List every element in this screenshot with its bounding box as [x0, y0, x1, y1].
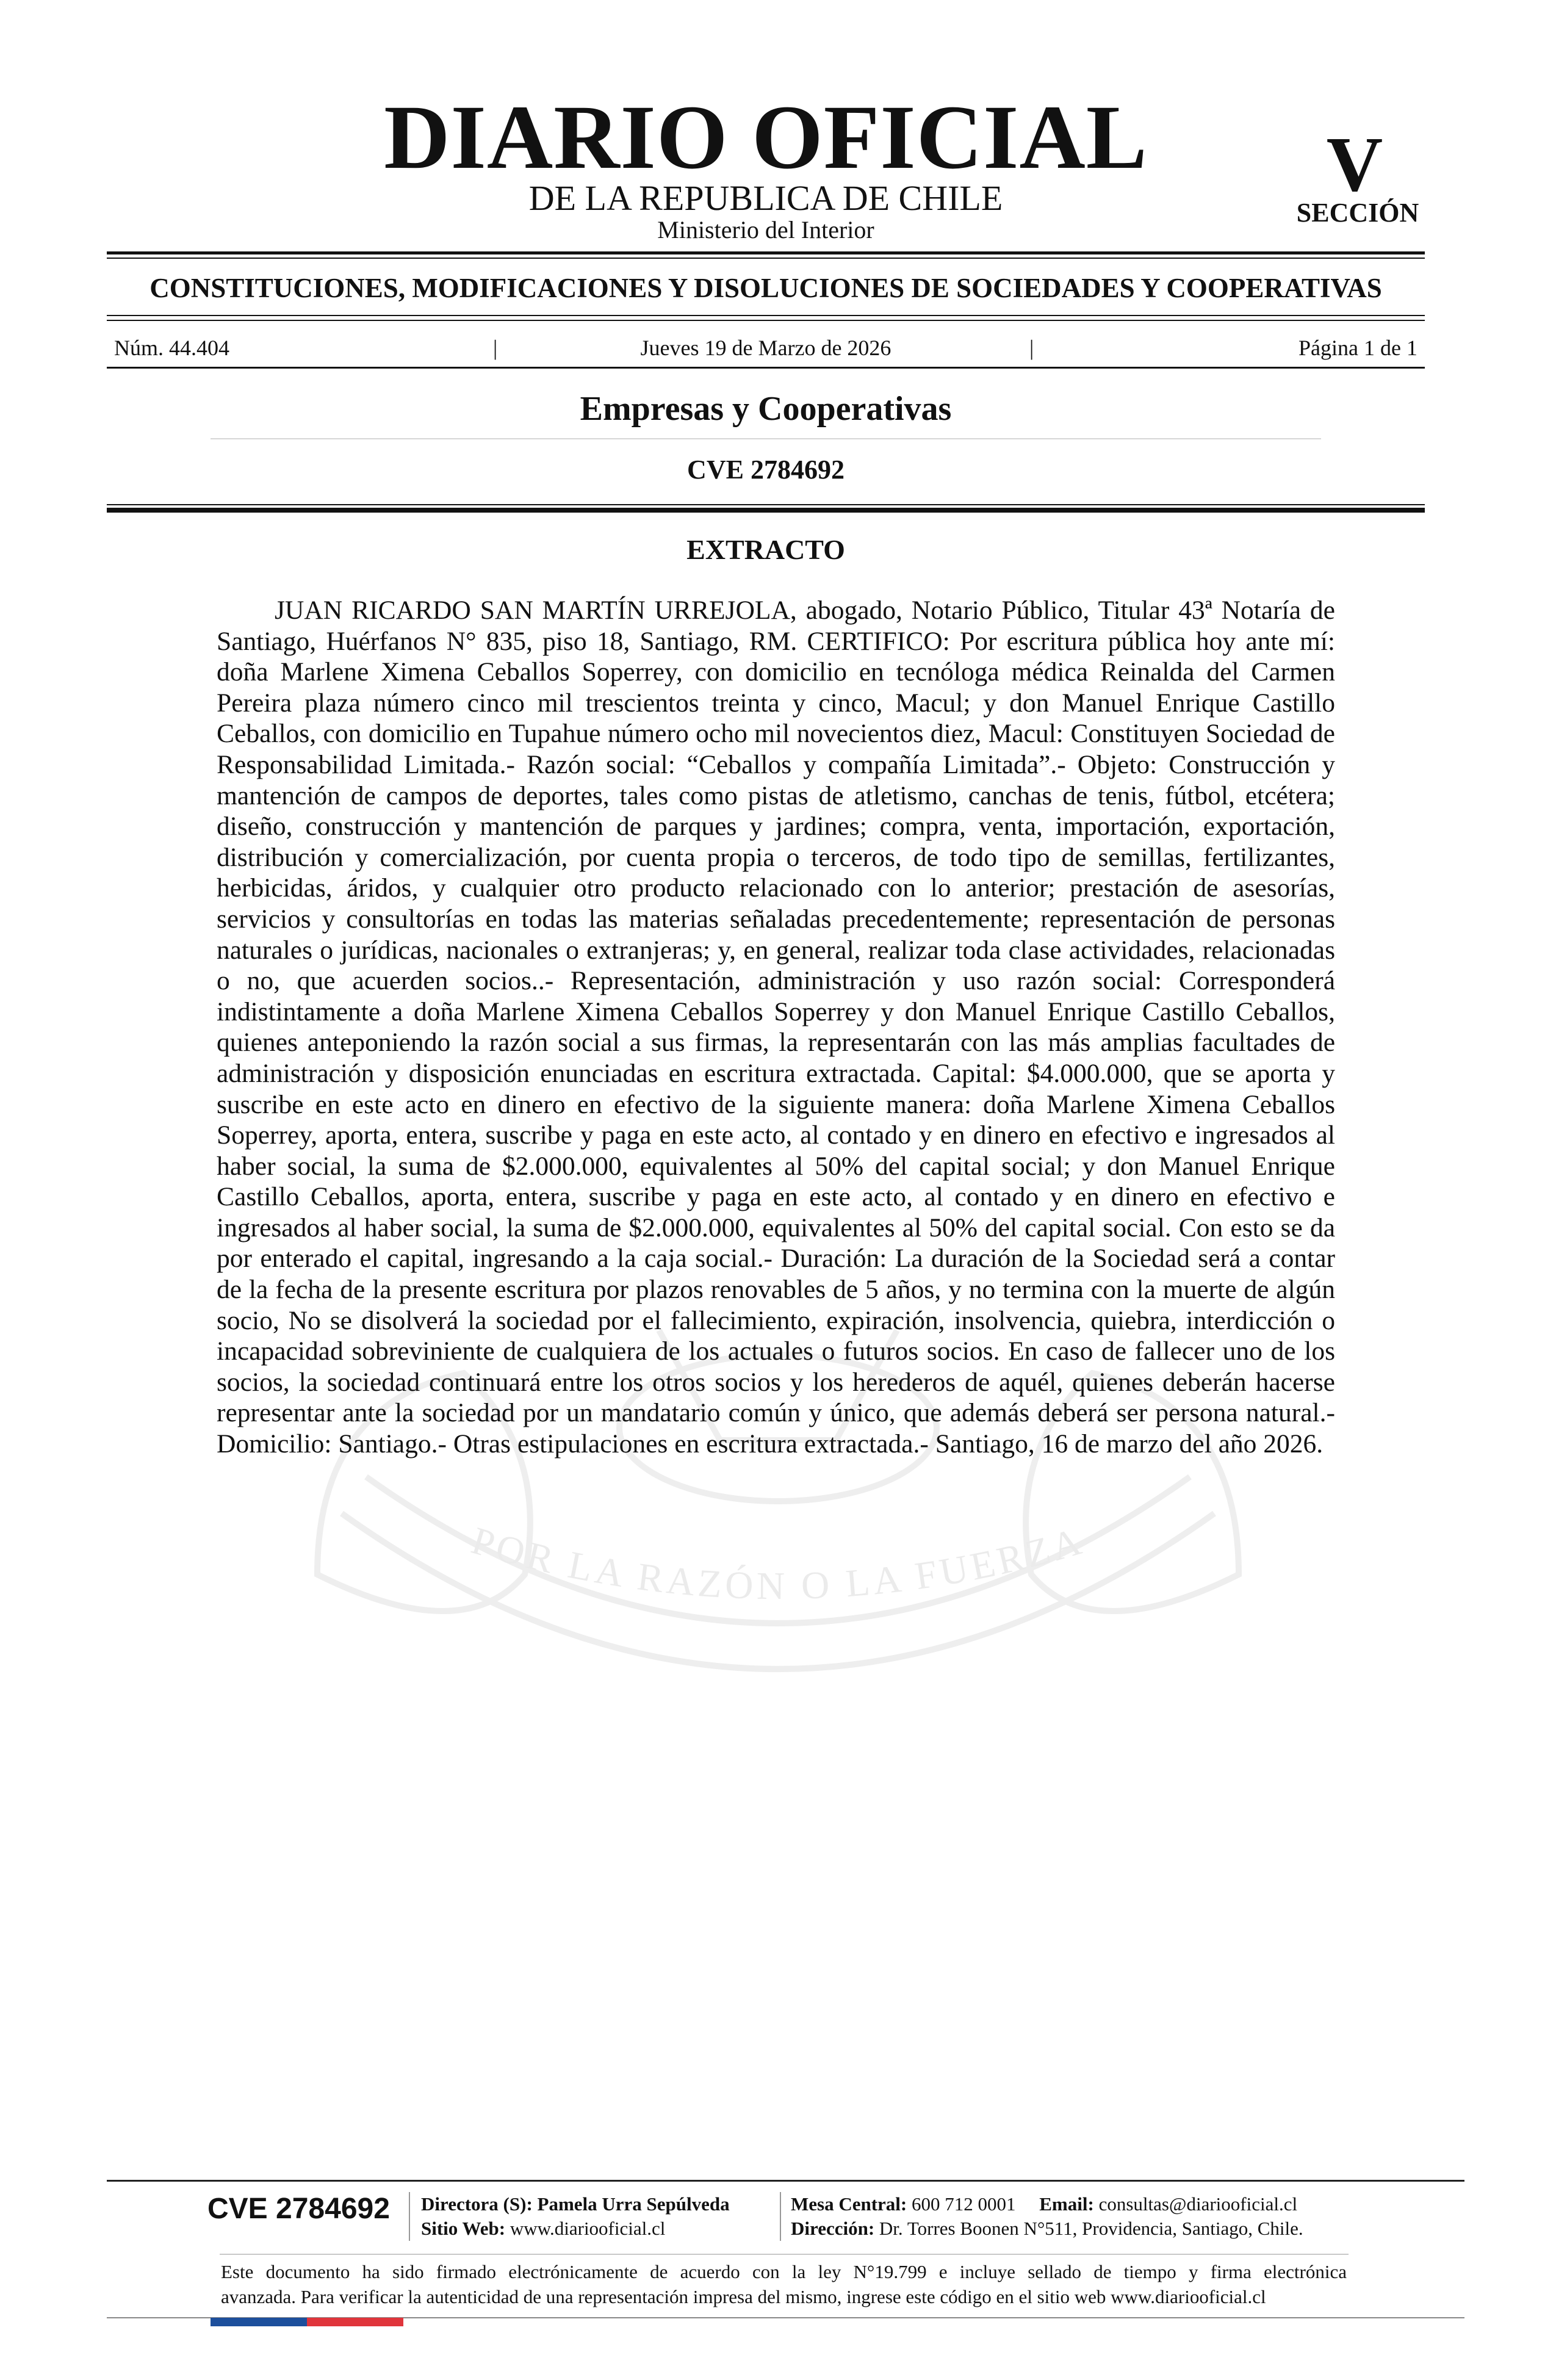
- masthead: [0, 0, 1556, 244]
- watermark-motto: POR LA RAZÓN O LA FUERZA: [467, 1518, 1089, 1608]
- address-value: Dr. Torres Boonen N°511, Providencia, Santiago, Chile.: [879, 2218, 1303, 2239]
- cve-code: CVE 2784692: [687, 455, 845, 485]
- newspaper-subtitle: DE LA REPUBLICA DE CHILE: [528, 178, 1003, 218]
- ministry-label: Ministerio del Interior: [657, 216, 874, 243]
- footer-divider: [780, 2192, 781, 2241]
- issue-number: Núm. 44.404: [114, 336, 229, 360]
- cve-rule-thin: [107, 504, 1425, 505]
- issue-separator: |: [1029, 336, 1034, 360]
- masthead-rule: [107, 251, 1425, 254]
- issue-separator: |: [493, 336, 498, 360]
- issue-date: Jueves 19 de Marzo de 2026: [640, 336, 891, 360]
- footer-director-block: [421, 2192, 730, 2241]
- website-link[interactable]: www.diariooficial.cl: [510, 2218, 666, 2239]
- cve-rule-thick: [107, 508, 1425, 513]
- mesa-central-value: 600 712 0001: [912, 2193, 1016, 2215]
- footer-rule: [107, 2180, 1464, 2182]
- address-label: Dirección:: [791, 2218, 875, 2239]
- section-word: SECCIÓN: [1296, 198, 1419, 228]
- page-indicator: Página 1 de 1: [1298, 336, 1417, 360]
- document-title: EXTRACTO: [686, 534, 845, 565]
- masthead-rule-thin: [107, 258, 1425, 259]
- footer-divider: [409, 2192, 410, 2241]
- mesa-central-label: Mesa Central:: [791, 2193, 907, 2215]
- email-link[interactable]: consultas@diariooficial.cl: [1098, 2193, 1298, 2215]
- category-title: CONSTITUCIONES, MODIFICACIONES Y DISOLUCIONES DE SOCIEDADES Y COOPERATIVAS: [149, 273, 1382, 303]
- footer-thin-rule: [220, 2254, 1349, 2255]
- category-rule-bottom: [107, 320, 1425, 321]
- flag-stripe-red: [307, 2318, 403, 2326]
- section-letter: V: [1326, 121, 1383, 207]
- footer-contact-block: [791, 2192, 1303, 2241]
- legal-notice-line: Este documento ha sido firmado electrónicamente de acuerdo con la ley N°19.799 e incluye sellado de tiempo y firma electrónica: [221, 2261, 1347, 2282]
- newspaper-title: DIARIO OFICIAL: [384, 87, 1148, 188]
- section-heading: Empresas y Cooperativas: [580, 390, 952, 428]
- issue-rule: [107, 367, 1425, 369]
- category-rule-top: [107, 315, 1425, 316]
- email-label: Email:: [1039, 2193, 1094, 2215]
- issue-bar: [107, 333, 1425, 363]
- section-divider: [211, 438, 1321, 439]
- document-body: JUAN RICARDO SAN MARTÍN URREJOLA, abogado, Notario Público, Titular 43ª Notaría de Santiago, Huérfanos N° 835, piso 18, Santiago, RM. CERTIFICO: Por escritura pública hoy ante mí: doña Marlene Ximena Ceballos Soperrey, con domicilio en tecnóloga médica Reinalda del Carmen Pereira plaza número cinco mil trescientos treinta y cinco, Macul; y don Manuel Enrique Castillo Ceballos, con domicilio en Tupahue número ocho mil novecientos diez, Macul: Constituyen Sociedad de Responsabilidad Limitada.- Razón social: “Ceballos y compañía Limitada”.- Objeto: Construcción y mantención de campos de deportes, tales como pistas de atletismo, canchas de tenis, fútbol, etcétera; diseño, construcción y mantención de parques y jardines; compra, venta, importación, exportación, distribución y comercialización, por cuenta propia o terceros, de todo tipo de semillas, fertilizantes, herbicidas, áridos, y cualquier otro producto relacionado con lo anterior; prestación de asesorías, servicios y consultorías en todas las materias señaladas precedentemente; representación de personas naturales o jurídicas, nacionales o extranjeras; y, en general, realizar toda clase actividades, relacionadas o no, que acuerden socios..- Representación, administración y uso razón social: Corresponderá indistintamente a doña Marlene Ximena Ceballos Soperrey y don Manuel Enrique Castillo Ceballos, quienes anteponiendo la razón social a sus firmas, la representarán con las más amplias facultades de administración y disposición enunciadas en escritura extractada. Capital: $4.000.000, que se aporta y suscribe en este acto en dinero en efectivo de la siguiente manera: doña Marlene Ximena Ceballos Soperrey, aporta, entera, suscribe y paga en este acto, al contado y en dinero en efectivo e ingresados al haber social, la suma de $2.000.000, equivalentes al 50% del capital social; y don Manuel Enrique Castillo Ceballos, aporta, entera, suscribe y paga en este acto, al contado y en dinero en efectivo e ingresados al haber social, la suma de $2.000.000, equivalentes al 50% del capital social. Con esto se da por enterado el capital, ingresando a la caja social.- Duración: La duración de la Sociedad será a contar de la fecha de la presente escritura por plazos renovables de 5 años, y no termina con la muerte de algún socio, No se disolverá la sociedad por el fallecimiento, expiración, insolvencia, quiebra, interdicción o incapacidad sobreviniente de cualquiera de los actuales o futuros socios. En caso de fallecer uno de los socios, la sociedad continuará entre los otros socios y los herederos de aquél, quienes deberán hacerse representar ante la sociedad por un mandatario común y único, que además deberá ser persona natural.- Domicilio: Santiago.- Otras estipulaciones en escritura extractada.- Santiago, 16 de marzo del año 2026.: [217, 596, 1335, 1459]
- legal-notice-line: avanzada. Para verificar la autenticidad de una representación impresa del mismo, ingrese este código en el sitio web www.diariooficial.cl: [221, 2286, 1266, 2307]
- legal-notice: [221, 2259, 1347, 2309]
- footer-cve-code: CVE 2784692: [207, 2193, 390, 2225]
- director-name: Directora (S): Pamela Urra Sepúlveda: [421, 2193, 730, 2215]
- website-label: Sitio Web:: [421, 2218, 506, 2239]
- flag-stripe-blue: [211, 2318, 307, 2326]
